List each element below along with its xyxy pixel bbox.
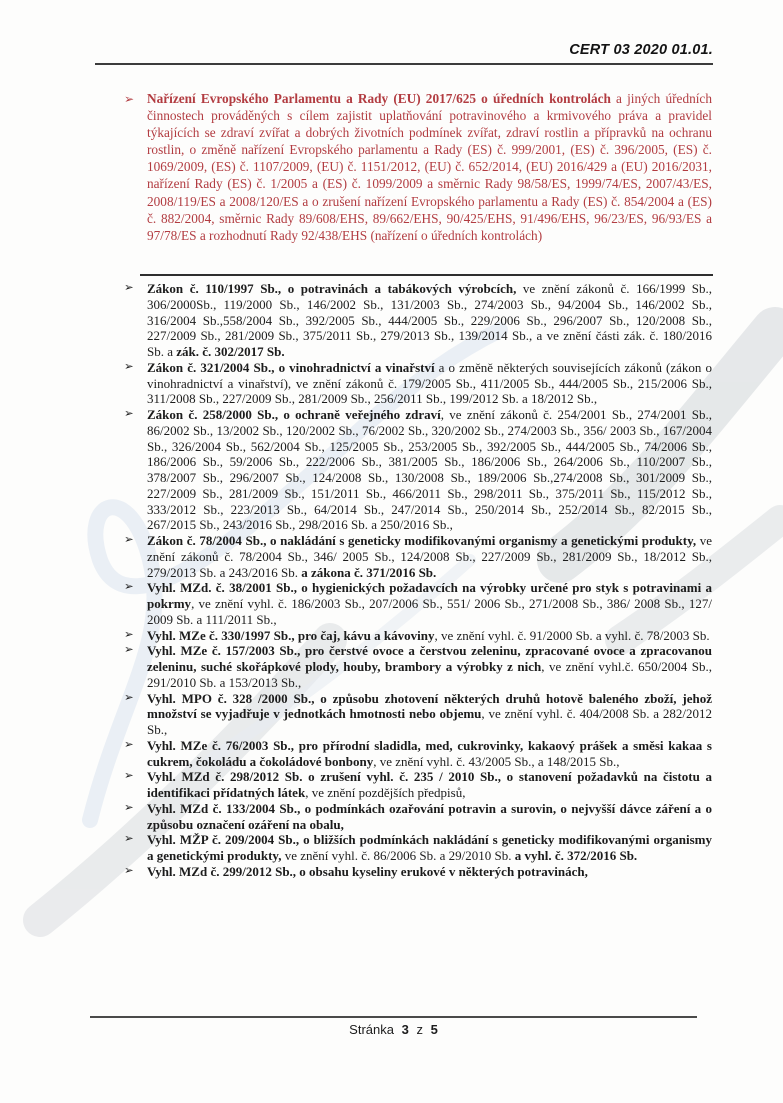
header-rule: [95, 63, 713, 65]
list-item: [124, 737, 712, 770]
bullet-arrow-icon: ➢: [124, 534, 134, 546]
list-item: [124, 832, 712, 864]
bullet-arrow-icon: ➢: [124, 738, 134, 751]
list-item-text: Vyhl. MZd č. 133/2004 Sb., o podmínkách ozařování potravin a surovin, o nejvyšší dávce záření a o způsobu označení ozáření na obalu,: [147, 800, 712, 832]
list-item-text: Zákon č. 110/1997 Sb., o potravinách a tabákových výrobcích, ve znění zákonů č. 166/1999 Sb., 306/2000Sb., 119/2000 Sb., 146/2002 Sb., 131/2003 Sb., 274/2003 Sb., 94/2004 Sb., 146/2002 Sb., 316/2004 Sb.,558/2004 Sb., 392/2005 Sb., 444/2005 Sb., 229/2006 Sb., 296/2007 Sb., 120/2008 Sb., 227/2009 Sb., 281/2009 Sb., 375/2011 Sb., 279/2013 Sb., 139/2014 Sb., a ve znění části zák. č. 180/2016 Sb. a zák. č. 302/2017 Sb.: [147, 281, 712, 359]
bullet-arrow-icon: ➢: [124, 628, 134, 641]
list-item-text: Vyhl. MZd č. 299/2012 Sb., o obsahu kyseliny erukové v některých potravinách,: [147, 863, 588, 879]
section-rule: [140, 274, 713, 276]
bullet-arrow-icon: ➢: [124, 770, 134, 783]
footer-separator: z: [416, 1022, 423, 1037]
list-item: [124, 643, 712, 690]
bullet-arrow-icon: ➢: [124, 833, 134, 846]
page-number-footer: [90, 1022, 697, 1037]
list-item: [124, 690, 713, 738]
list-item: [124, 580, 712, 627]
list-item: [124, 533, 712, 580]
list-item-text: Vyhl. MPO č. 328 /2000 Sb., o způsobu zhotovení některých druhů hotově baleného zboží, jehož množství se vyjadřuje v jednotkách hmotnosti nebo objemu, ve znění vyhl. č. 404/2008 Sb. a 282/2012 Sb.,: [147, 690, 713, 737]
footer-page-number: 3: [401, 1022, 409, 1037]
list-item-text: Zákon č. 78/2004 Sb., o nakládání s geneticky modifikovanými organismy a genetickými produkty, ve znění zákonů č. 78/2004 Sb., 346/ 2005 Sb., 124/2008 Sb., 227/2009 Sb., 281/2009 Sb., 18/2012 Sb., 279/2013 Sb. a 243/2016 Sb. a zákona č. 371/2016 Sb.: [147, 533, 712, 580]
bullet-arrow-icon: ➢: [124, 360, 134, 373]
list-item-text: Vyhl. MZe č. 157/2003 Sb., pro čerstvé ovoce a čerstvou zeleninu, zpracované ovoce a zpracovanou zeleninu, suché skořápkové plody, houby, brambory a výrobky z nich, ve znění vyhl.č. 650/2004 Sb., 291/2010 Sb. a 153/2013 Sb.,: [147, 643, 712, 690]
list-item: [124, 281, 712, 360]
regulation-list: [124, 281, 713, 880]
list-item: [124, 407, 712, 533]
bullet-arrow-icon: ➢: [124, 92, 135, 106]
bullet-arrow-icon: ➢: [124, 864, 134, 877]
list-item-text: Vyhl. MZd. č. 38/2001 Sb., o hygienických požadavcích na výrobky určené pro styk s potravinami a pokrmy, ve znění vyhl. č. 186/2003 Sb., 207/2006 Sb., 551/ 2006 Sb., 271/2008 Sb., 386/ 2008 Sb., 127/ 2009 Sb. a 111/2011 Sb.,: [147, 580, 712, 627]
list-item: [124, 769, 712, 801]
bullet-arrow-icon: ➢: [124, 581, 134, 594]
list-item-text: Zákon č. 321/2004 Sb., o vinohradnictví a vinařství a o změně některých souvisejících zákonů (zákon o vinohradnictví a vinařství), ve znění zákonů č. 179/2005 Sb., 411/2005 Sb., 444/2005 Sb., 215/2006 Sb., 311/2008 Sb., 227/2009 Sb., 281/2009 Sb., 256/2011 Sb., 199/2012 Sb. a 18/2012 Sb.,: [147, 359, 712, 407]
footer-rule: [90, 1016, 697, 1018]
bullet-arrow-icon: ➢: [124, 801, 134, 814]
footer-prefix: Stránka: [349, 1022, 394, 1037]
bullet-arrow-icon: ➢: [124, 691, 134, 704]
list-item-text: Vyhl. MZe č. 330/1997 Sb., pro čaj, kávu a kávoviny, ve znění vyhl. č. 91/2000 Sb. a vyhl. č. 78/2003 Sb.: [147, 627, 710, 643]
list-item: [124, 863, 712, 880]
list-item-text: Vyhl. MŽP č. 209/2004 Sb., o bližších podmínkách nakládání s geneticky modifikovanými organismy a genetickými produkty, ve znění vyhl. č. 86/2006 Sb. a 29/2010 Sb. a vyhl. č. 372/2016 Sb.: [147, 832, 712, 863]
bullet-arrow-icon: ➢: [124, 282, 134, 294]
list-item: [124, 359, 712, 407]
eu-regulation-text: Nařízení Evropského Parlamentu a Rady (EU) 2017/625 o úředních kontrolách a jiných úředních činnostech prováděných s cílem zajistit uplatňování potravinového a krmivového práva a pravidel týkajících se zdraví zvířat a dobrých životních podmínek zvířat, zdraví rostlin a přípravků na ochranu rostlin, o změně nařízení Evropského parlamentu a Rady (ES) č. 999/2001, (ES) č. 396/2005, (ES) č. 1069/2009, (ES) č. 1107/2009, (EU) č. 1151/2012, (EU) č. 652/2014, (EU) 2016/429 a (EU) 2016/2031, nařízení Rady (ES) č. 1/2005 a (ES) č. 1099/2009 a směrnic Rady 98/58/ES, 1999/74/ES, 2007/43/ES, 2008/119/ES a 2008/120/ES a o zrušení nařízení Evropského parlamentu a Rady (ES) č. 854/2004 a (ES) č. 882/2004, směrnic Rady 89/608/EHS, 89/662/EHS, 90/425/EHS, 91/496/EHS, 96/23/ES, 96/93/ES a 97/78/ES a rozhodnutí Rady 92/438/EHS (nařízení o úředních kontrolách): [147, 91, 712, 243]
list-item: [124, 627, 712, 644]
list-item-text: Vyhl. MZd č. 298/2012 Sb. o zrušení vyhl. č. 235 / 2010 Sb., o stanovení požadavků na čistotu a identifikaci přídatných látek, ve znění pozdějších předpisů,: [147, 769, 712, 800]
footer-total-pages: 5: [430, 1022, 438, 1037]
eu-regulation-item: [124, 90, 712, 244]
list-item-text: Zákon č. 258/2000 Sb., o ochraně veřejného zdraví, ve znění zákonů č. 254/2001 Sb., 274/2001 Sb., 86/2002 Sb., 13/2002 Sb., 120/2002 Sb., 76/2002 Sb., 320/2002 Sb., 274/2003 Sb., 356/ 2003 Sb., 167/2004 Sb., 326/2004 Sb., 562/2004 Sb., 125/2005 Sb., 253/2005 Sb., 392/2005 Sb., 444/2005 Sb., 74/2006 Sb., 186/2006 Sb., 59/2006 Sb., 222/2006 Sb., 381/2005 Sb., 186/2006 Sb., 264/2006 Sb., 110/2007 Sb., 378/2007 Sb., 296/2007 Sb., 124/2008 Sb., 130/2008 Sb., 189/2006 Sb.,274/2008 Sb., 301/2009 Sb., 227/2009 Sb., 281/2009 Sb., 151/2011 Sb., 466/2011 Sb., 298/2011 Sb., 375/2011 Sb., 115/2012 Sb., 333/2012 Sb., 223/2013 Sb., 64/2014 Sb., 247/2014 Sb., 250/2014 Sb., 252/2014 Sb., 82/2015 Sb., 267/2015 Sb., 243/2016 Sb., 298/2016 Sb. a 250/2016 Sb.,: [147, 407, 712, 533]
list-item: [124, 800, 712, 833]
bullet-arrow-icon: ➢: [124, 644, 134, 657]
document-code: CERT 03 2020 01.01.: [569, 42, 713, 58]
list-item-text: Vyhl. MZe č. 76/2003 Sb., pro přírodní sladidla, med, cukrovinky, kakaový prášek a směsi kakaa s cukrem, čokoládu a čokoládové bonbony, ve znění vyhl. č. 43/2005 Sb., a 148/2015 Sb.,: [147, 737, 712, 769]
bullet-arrow-icon: ➢: [124, 408, 134, 420]
